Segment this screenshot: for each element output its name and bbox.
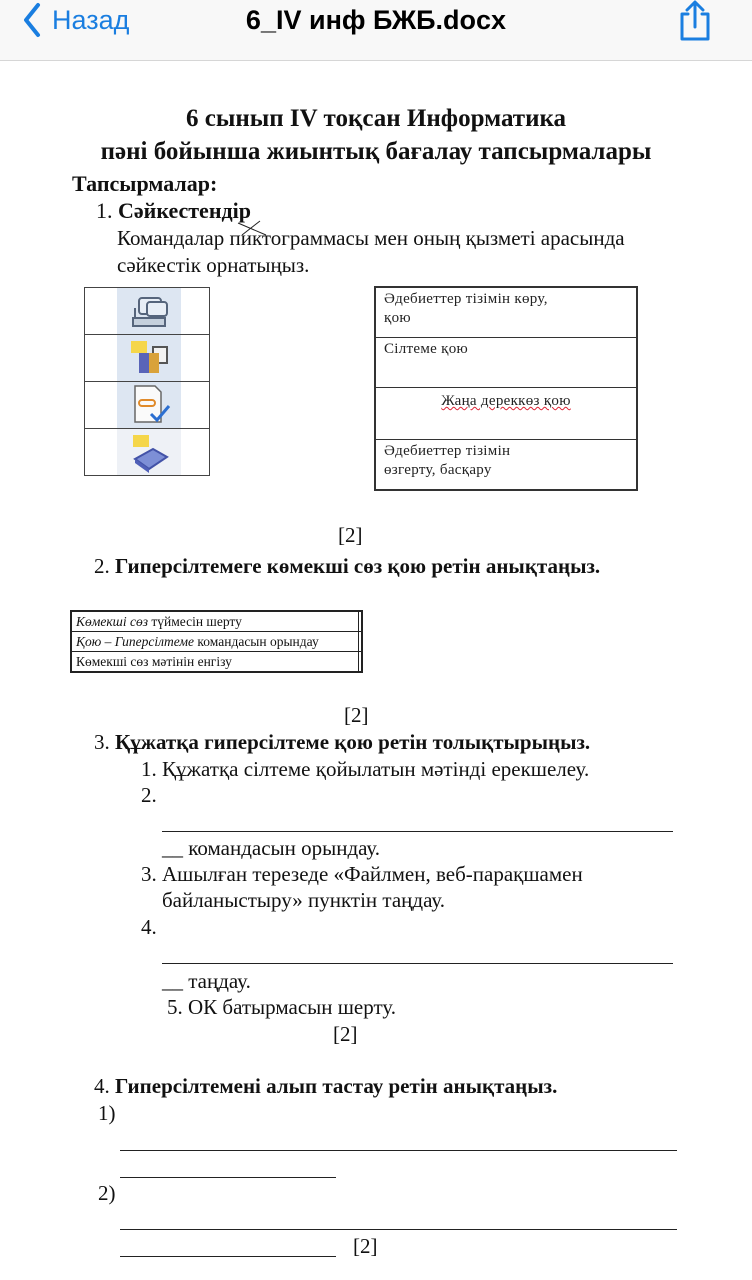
document-title: 6_IV инф БЖБ.docx <box>245 5 507 35</box>
icons-table <box>84 287 210 476</box>
bibliography-check-icon <box>117 382 181 428</box>
task3-step4-suffix: __ таңдау. <box>162 969 251 993</box>
task1-score: [2] <box>338 523 363 547</box>
task1-heading <box>96 198 251 224</box>
task3-step4-number: 4. <box>141 915 157 939</box>
icon-cell <box>85 335 210 382</box>
task3-step2-blank[interactable] <box>162 831 673 832</box>
icon-cell <box>85 429 210 476</box>
step-cell: Көмекші сөз мәтінін енгізу <box>71 652 359 673</box>
function-cell: Әдебиеттер тізімін көру, қою <box>375 287 637 338</box>
document-page <box>0 61 752 1280</box>
task3-score: [2] <box>333 1022 358 1046</box>
back-button[interactable] <box>20 0 129 40</box>
task4-item1-blank-b[interactable] <box>120 1177 336 1178</box>
share-icon[interactable] <box>676 0 714 42</box>
task3-step2-number: 2. <box>141 783 157 807</box>
back-label: Назад <box>52 4 130 35</box>
task1-instruction-line1: Командалар пиктограммасы мен оның қызметі арасында <box>117 226 625 250</box>
function-cell: Сілтеме қою <box>375 338 637 388</box>
task3-step4-blank[interactable] <box>162 963 673 964</box>
task4-item1: 1) <box>98 1101 116 1125</box>
tasks-heading: Тапсырмалар: <box>72 171 218 196</box>
task4-score: [2] <box>353 1234 378 1258</box>
task2-heading: 2. Гиперсілтемеге көмекші сөз қою ретін анықтаңыз. <box>94 554 601 578</box>
icon-cell <box>85 382 210 429</box>
task3-step3-line2: байланыстыру» пунктін таңдау. <box>162 888 445 912</box>
step-cell: Көмекші сөз түймесін шерту <box>71 611 359 632</box>
new-source-icon <box>117 429 181 475</box>
function-cell: Жаңа дереккөз қою <box>375 388 637 440</box>
task3-step5: 5. ОК батырмасын шерту. <box>167 995 397 1019</box>
task3-step3-line1: 3. Ашылған терезеде «Файлмен, веб-парақшамен <box>141 862 583 886</box>
navigation-bar <box>0 0 752 61</box>
insert-citation-icon <box>117 335 181 381</box>
task4-item1-blank-a[interactable] <box>120 1150 677 1151</box>
step-cell: Қою – Гиперсілтеме командасын орындау <box>71 632 359 652</box>
doc-title-line1: 6 сынып IV тоқсан Информатика <box>185 105 567 132</box>
functions-table <box>374 286 638 491</box>
task4-item2-blank-a[interactable] <box>120 1229 677 1230</box>
task4-item2: 2) <box>98 1181 116 1205</box>
task1-instruction-line2: сәйкестік орнатыңыз. <box>117 253 310 277</box>
manage-sources-icon <box>117 288 181 334</box>
task3-step2-suffix: __ командасын орындау. <box>162 836 381 860</box>
task4-item2-blank-b[interactable] <box>120 1256 336 1257</box>
task3-heading: 3. Құжатқа гиперсілтеме қою ретін толықтырыңыз. <box>94 730 591 754</box>
task3-step1: 1. Құжатқа сілтеме қойылатын мәтінді ерекшелеу. <box>141 757 590 781</box>
task1-title: Сәйкестендір <box>118 198 251 223</box>
doc-title-line2: пәні бойынша жиынтық бағалау тапсырмалары <box>100 138 652 165</box>
task2-score: [2] <box>344 703 369 727</box>
chevron-left-icon <box>20 0 46 40</box>
task4-heading: 4. Гиперсілтемені алып тастау ретін анықтаңыз. <box>94 1074 558 1098</box>
task2-steps-table <box>70 610 363 673</box>
task1-number: 1. <box>96 198 113 223</box>
icon-cell <box>85 288 210 335</box>
function-cell: Әдебиеттер тізімін өзгерту, басқару <box>375 440 637 491</box>
